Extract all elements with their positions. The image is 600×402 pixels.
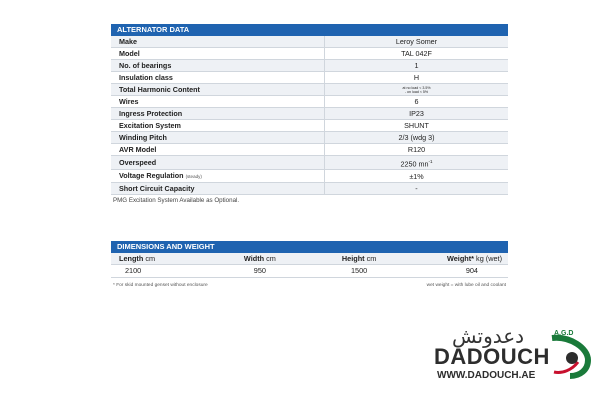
footnote-left: * For skid mounted genset without enclosure <box>113 283 208 288</box>
dimensions-panel <box>111 241 508 288</box>
logo-dot <box>566 352 578 364</box>
spec-label: Total Harmonic Content <box>111 84 325 96</box>
table-row <box>111 96 508 108</box>
overspeed-unit-sup: -1 <box>428 159 433 164</box>
table-row <box>111 108 508 120</box>
dim-header-width: Width cm <box>210 253 309 265</box>
spec-label: Winding Pitch <box>111 132 325 144</box>
logo-mark-icon <box>544 330 594 380</box>
spec-value: 1 <box>325 60 509 72</box>
table-row <box>111 132 508 144</box>
spec-value: 2/3 (wdg 3) <box>325 132 509 144</box>
spec-label: Ingress Protection <box>111 108 325 120</box>
dim-header-length: Length cm <box>111 253 210 265</box>
dim-value-height: 1500 <box>310 265 409 278</box>
logo-brand-text: DADOUCH <box>434 344 550 369</box>
table-row <box>111 72 508 84</box>
spec-label: Overspeed <box>111 156 325 170</box>
spec-value: IP23 <box>325 108 509 120</box>
pmg-note: PMG Excitation System Available as Optional. <box>113 197 240 205</box>
table-row <box>111 60 508 72</box>
spec-value <box>325 84 509 96</box>
table-row <box>111 156 508 170</box>
spec-label: Excitation System <box>111 120 325 132</box>
thd-value-stack <box>402 86 430 94</box>
spec-value <box>325 156 509 170</box>
overspeed-value: 2250 mn <box>400 159 429 169</box>
thd-no-load: at no load < 3.5% <box>402 86 431 91</box>
footnote-right: wet weight = with lube oil and coolant <box>426 283 506 288</box>
spec-label: Insulation class <box>111 72 325 84</box>
voltage-regulation-qualifier: (steady) <box>185 174 202 180</box>
alternator-data-panel <box>111 24 508 204</box>
table-row <box>111 120 508 132</box>
spec-value: ±1% <box>325 170 509 183</box>
spec-value: Leroy Somer <box>325 36 509 48</box>
voltage-regulation-label: Voltage Regulation <box>119 171 184 181</box>
alternator-data-header: ALTERNATOR DATA <box>111 24 508 36</box>
logo-agd-text: A.G.D <box>554 330 574 337</box>
spec-label: Model <box>111 48 325 60</box>
table-row <box>111 170 508 183</box>
logo-red-arc <box>554 362 578 373</box>
thd-on-load: - on load < 5% <box>404 90 429 95</box>
spec-label: Make <box>111 36 325 48</box>
table-row <box>111 183 508 195</box>
dim-value-width: 950 <box>210 265 309 278</box>
table-row <box>111 84 508 96</box>
spec-value: - <box>325 183 509 195</box>
spec-value: 6 <box>325 96 509 108</box>
spec-value: SHUNT <box>325 120 509 132</box>
dim-header-height: Height cm <box>310 253 409 265</box>
dim-value-weight: 904 <box>409 265 508 278</box>
dim-value-length: 2100 <box>111 265 210 278</box>
dimensions-header: DIMENSIONS AND WEIGHT <box>111 241 508 253</box>
dim-header-weight: Weight* kg (wet) <box>409 253 508 265</box>
dimensions-grid <box>111 253 508 278</box>
spec-label: AVR Model <box>111 144 325 156</box>
logo-arabic-text: دعدوتش <box>452 324 525 348</box>
spec-label: Wires <box>111 96 325 108</box>
spec-value: H <box>325 72 509 84</box>
spec-value: R120 <box>325 144 509 156</box>
spec-label: Short Circuit Capacity <box>111 183 325 195</box>
table-row <box>111 36 508 48</box>
spec-value: TAL 042F <box>325 48 509 60</box>
spec-label <box>111 170 325 183</box>
dimensions-footnotes <box>111 283 508 288</box>
spec-label: No. of bearings <box>111 60 325 72</box>
table-row <box>111 48 508 60</box>
table-row <box>111 144 508 156</box>
dadouch-logo <box>434 322 594 384</box>
alternator-spec-table <box>111 36 508 195</box>
logo-url-text: WWW.DADOUCH.AE <box>437 370 536 381</box>
